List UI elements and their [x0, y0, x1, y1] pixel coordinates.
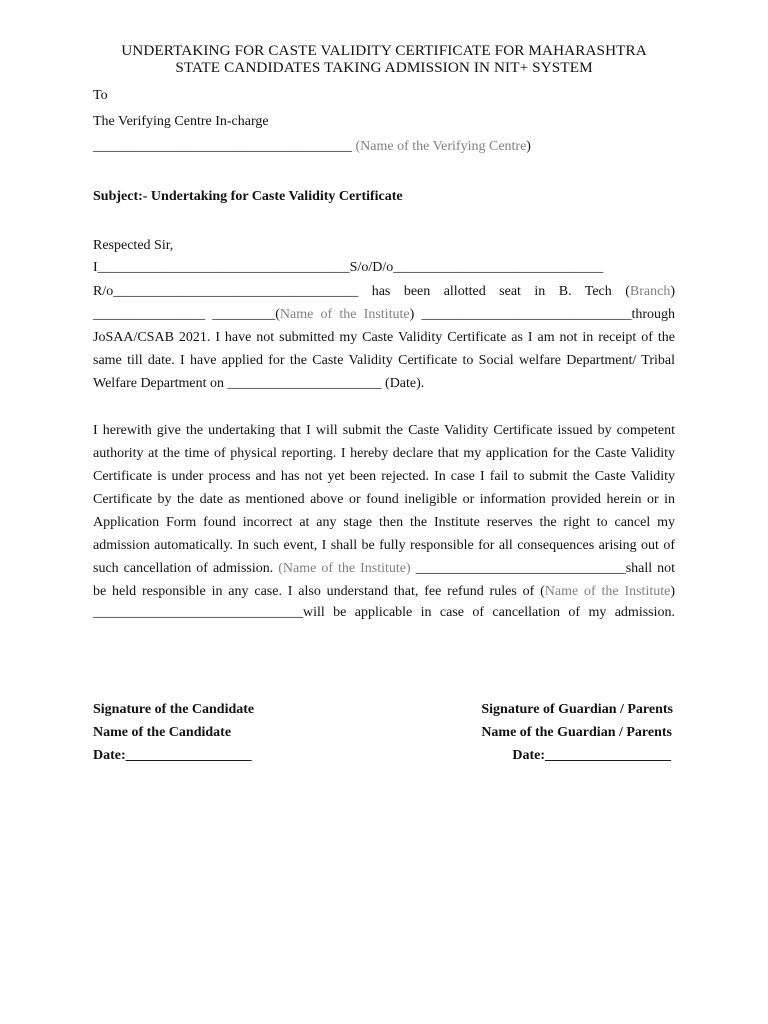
institute-hint-2: (Name of the Institute) — [278, 561, 411, 576]
guardian-date-label: Date:__________________ — [512, 748, 671, 763]
paragraph1-line5: same till date. I have applied for the Caste Validity Certificate to Social welfare Department/ Tribal — [93, 353, 675, 368]
title-line-1: UNDERTAKING FOR CASTE VALIDITY CERTIFICATE FOR MAHARASHTRA — [121, 42, 647, 59]
recipient-line: The Verifying Centre In-charge — [93, 114, 269, 129]
candidate-signature-label: Signature of the Candidate — [93, 702, 255, 717]
paragraph2-line7: such cancellation of admission. (Name of the Institute) ______________________________shall not — [93, 561, 676, 576]
centre-close: ) — [526, 139, 531, 154]
salutation: Respected Sir, — [93, 238, 174, 253]
paragraph2-line3: Certificate is under process and has not yet been rejected. In case I fail to submit the Caste Validity — [93, 469, 675, 484]
institute-hint-3: Name of the Institute — [544, 584, 671, 599]
to-line: To — [93, 88, 108, 103]
name-relation-line: I____________________________________S/o/D/o______________________________ — [93, 260, 604, 275]
guardian-name-label: Name of the Guardian / Parents — [481, 725, 672, 740]
institute-hint: Name of the Institute — [279, 307, 410, 322]
branch-field: (Branch) — [625, 284, 676, 299]
candidate-date-label: Date:__________________ — [93, 748, 252, 763]
paragraph1-line4: JoSAA/CSAB 2021. I have not submitted my Caste Validity Certificate as I am not in receipt of the — [93, 330, 675, 345]
paragraph2-line8: be held responsible in any case. I also understand that, fee refund rules of (Name of the Institute) — [93, 584, 675, 599]
residence-line: R/o___________________________________ has been allotted seat in B. Tech (Branch) — [93, 284, 676, 299]
document-title — [80, 42, 688, 76]
paragraph2-line9: ______________________________will be applicable in case of cancellation of my admission. — [93, 605, 675, 620]
paragraph2-line2: authority at the time of physical reporting. I hereby declare that my application for the Caste Validity — [93, 446, 675, 461]
institute-line: ________________ _________(Name of the Institute) ______________________________through — [93, 307, 675, 322]
institute-field: ________________ _________(Name of the Institute) — [93, 307, 415, 322]
paragraph2-line5: Application Form found incorrect at any stage then the Institute reserves the right to cancel my — [93, 515, 675, 530]
paragraph2-line6: admission automatically. In such event, I shall be fully responsible for all consequences arising out of — [93, 538, 675, 553]
title-line-2: STATE CANDIDATES TAKING ADMISSION IN NIT+ SYSTEM — [175, 59, 593, 76]
candidate-name-label: Name of the Candidate — [93, 725, 232, 740]
centre-hint: (Name of the Verifying Centre — [355, 139, 527, 154]
subject-line: Subject:- Undertaking for Caste Validity Certificate — [93, 189, 403, 204]
guardian-signature-label: Signature of Guardian / Parents — [481, 702, 673, 717]
paragraph2-line1: I herewith give the undertaking that I will submit the Caste Validity Certificate issued by competent — [93, 423, 675, 438]
branch-hint: Branch — [629, 284, 671, 299]
paragraph2-line4: Certificate by the date as mentioned above or found ineligible or information provided herein or in — [93, 492, 675, 507]
verifying-centre-line — [93, 138, 675, 156]
centre-blank: _____________________________________ — [93, 139, 352, 154]
paragraph1-line6: Welfare Department on ______________________ (Date). — [93, 376, 425, 391]
